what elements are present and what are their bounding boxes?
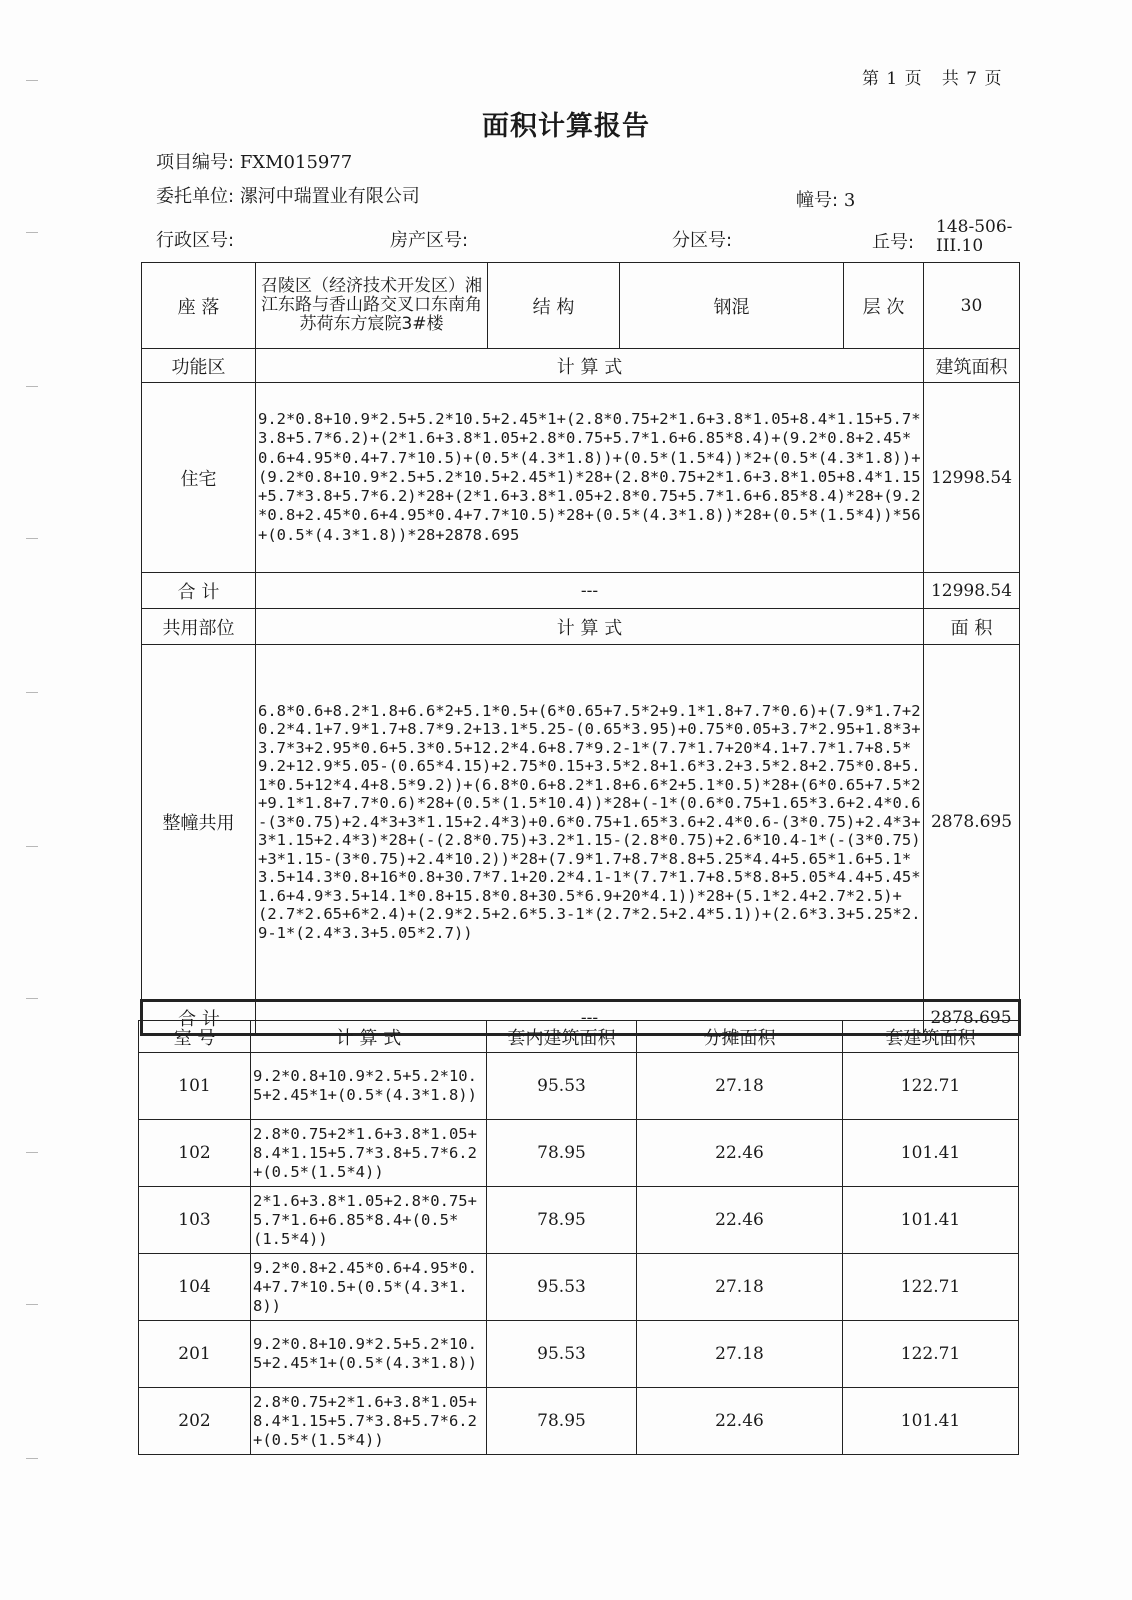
room-shared-area: 27.18 [637,1254,843,1321]
hill-number: 148-506-III.10 [936,217,1013,256]
room-total-area: 101.41 [843,1187,1019,1254]
room-total-area: 122.71 [843,1053,1019,1120]
room-inner-area: 78.95 [487,1388,637,1455]
area-table [140,262,1021,1036]
table-row [139,1321,1019,1388]
functional-zone-header: 功能区 [142,349,256,383]
page-title: 面积计算报告 [482,111,650,142]
rooms-table [138,1020,1019,1455]
structure-label: 结 构 [488,263,620,349]
project-number-label: 项目编号: [156,152,235,173]
room-shared-area-header: 分摊面积 [637,1021,843,1053]
room-inner-area: 78.95 [487,1120,637,1187]
functional-area: 12998.54 [924,383,1020,573]
room-number: 202 [139,1388,251,1455]
room-inner-area: 78.95 [487,1187,637,1254]
shared-total-area: 2878.695 [924,1001,1020,1035]
table-row [139,1053,1019,1120]
building-number: 3 [843,190,856,211]
building-label: 幢号: [796,190,839,211]
shared-area-header: 面 积 [924,609,1020,645]
shared-formula: 6.8*0.6+8.2*1.8+6.6*2+5.1*0.5+(6*0.65+7.5*2+9.1*1.8+7.7*0.6)+(7.9*1.7+20.2*4.1+7.9*1.7+8.7*9.2+13.1*5.25-(0.65*3.95)+0.75*0.05+3.7*2.95+1.8*3+3.7*3+2.95*0.6+5.3*0.5+12.2*4.6+8.7*9.2-1*(7.7*1.7+20*4.1+7.7*1.7+8.5*9.2+12.9*5.05-(0.65*4.15)+2.75*0.15+3.5*2.8+1.6*3.2+3.5*2.8+2.75*0.8+5.1*0.5+12*4.4+8.5*9.2))+(6.8*0.6+8.2*1.8+6.6*2+5.1*0.5)*28+(6*0.65+7.5*2+9.1*1.8+7.7*0.6)*28+(0.5*(1.5*10.4))*28+(-1*(0.6*0.75+1.65*3.6+2.4*0.6-(3*0.75)+2.4*3+3*1.15+2.4*3)+0.6*0.75+1.65*3.6+2.4*0.6-(3*0.75)+2.4*3+3*1.15+2.4*3)*28+(-(2.8*0.75)+3.2*1.15-(2.8*0.75)+2.6*10.4-1*(-(3*0.75)+3*1.15-(3*0.75)+2.4*10.2))*28+(7.9*1.7+8.7*8.8+5.25*4.4+5.65*1.6+5.1*3.5+14.3*0.8+16*0.8+30.7*7.1+20.2*4.1-1*(7.7*1.7+8.5*8.8+5.05*4.4+5.45*1.6+4.9*3.5+14.1*0.8+15.8*0.8+30.5*6.9+20*4.1))*28+(5.1*2.4+2.7*2.5)+(2.7*2.65+6*2.4)+(2.9*2.5+2.6*5.3-1*(2.7*2.5+2.4*5.1))+(2.6*3.3+5.25*2.9-1*(2.4*3.3+5.05*2.7)) [256,645,924,1001]
subdistrict-label: 分区号: [672,230,733,251]
room-shared-area: 27.18 [637,1321,843,1388]
room-formula: 2.8*0.75+2*1.6+3.8*1.05+8.4*1.15+5.7*3.8+5.7*6.2+(0.5*(1.5*4)) [251,1388,487,1455]
room-number: 103 [139,1187,251,1254]
room-total-area: 122.71 [843,1254,1019,1321]
project-number-row [156,148,352,174]
functional-total-area: 12998.54 [924,573,1020,609]
client-row [156,182,420,208]
admin-district-label: 行政区号: [156,230,235,251]
room-number: 201 [139,1321,251,1388]
scan-mark [26,692,38,693]
room-shared-area: 22.46 [637,1187,843,1254]
functional-total-label: 合 计 [142,573,256,609]
functional-formula-header: 计 算 式 [256,349,924,383]
rooms-header-row [139,1021,1019,1053]
room-formula: 9.2*0.8+2.45*0.6+4.95*0.4+7.7*10.5+(0.5*(4.3*1.8)) [251,1254,487,1321]
scan-mark [26,1304,38,1305]
room-total-area: 101.41 [843,1388,1019,1455]
room-shared-area: 22.46 [637,1120,843,1187]
room-formula: 2*1.6+3.8*1.05+2.8*0.75+5.7*1.6+6.85*8.4+(0.5*(1.5*4)) [251,1187,487,1254]
shared-formula-header: 计 算 式 [256,609,924,645]
room-formula: 9.2*0.8+10.9*2.5+5.2*10.5+2.45*1+(0.5*(4.3*1.8)) [251,1321,487,1388]
building-row [796,186,855,212]
room-shared-area: 27.18 [637,1053,843,1120]
location-value: 召陵区（经济技术开发区）湘江东路与香山路交叉口东南角苏荷东方宸院3#楼 [256,263,488,349]
functional-total-formula: --- [256,573,924,609]
floors-label: 层 次 [844,263,924,349]
page-number: 第 1 页 共 7 页 [862,69,1003,89]
functional-formula: 9.2*0.8+10.9*2.5+5.2*10.5+2.45*1+(2.8*0.75+2*1.6+3.8*1.05+8.4*1.15+5.7*3.8+5.7*6.2)+(2*1.6+3.8*1.05+2.8*0.75+5.7*1.6+6.85*8.4)+(9.2*0.8+2.45*0.6+4.95*0.4+7.7*10.5)+(0.5*(4.3*1.8))+(0.5*(1.5*4))*2+(0.5*(4.3*1.8))+(9.2*0.8+10.9*2.5+5.2*10.5+2.45*1)*28+(2.8*0.75+2*1.6+3.8*1.05+8.4*1.15+5.7*3.8+5.7*6.2)*28+(2*1.6+3.8*1.05+2.8*0.75+5.7*1.6+6.85*8.4)*28+(9.2*0.8+2.45*0.6+4.95*0.4+7.7*10.5)*28+(0.5*(4.3*1.8))*28+(0.5*(1.5*4))*56+(0.5*(4.3*1.8))*28+2878.695 [256,383,924,573]
table-row [139,1187,1019,1254]
project-number: FXM015977 [239,152,353,173]
client-label: 委托单位: [156,186,235,207]
scan-mark [26,386,38,387]
room-formula: 9.2*0.8+10.9*2.5+5.2*10.5+2.45*1+(0.5*(4.3*1.8)) [251,1053,487,1120]
functional-zone-name: 住宅 [142,383,256,573]
structure-value: 钢混 [620,263,844,349]
shared-total-formula: --- [256,1001,924,1035]
scan-mark [26,998,38,999]
table-row [139,1254,1019,1321]
room-total-area: 101.41 [843,1120,1019,1187]
room-inner-area: 95.53 [487,1254,637,1321]
scan-mark [26,1458,38,1459]
scan-mark [26,846,38,847]
shared-part-name: 整幢共用 [142,645,256,1001]
property-district-label: 房产区号: [390,230,469,251]
shared-row [142,645,1020,1001]
shared-total-label: 合 计 [142,1001,256,1035]
room-formula: 2.8*0.75+2*1.6+3.8*1.05+8.4*1.15+5.7*3.8+5.7*6.2+(0.5*(1.5*4)) [251,1120,487,1187]
scan-mark [26,1152,38,1153]
functional-row [142,383,1020,573]
room-number-header: 室 号 [139,1021,251,1053]
room-inner-area-header: 套内建筑面积 [487,1021,637,1053]
functional-header-row [142,349,1020,383]
room-formula-header: 计 算 式 [251,1021,487,1053]
location-row [142,263,1020,349]
scan-mark [26,538,38,539]
room-shared-area: 22.46 [637,1388,843,1455]
functional-area-header: 建筑面积 [924,349,1020,383]
room-number: 101 [139,1053,251,1120]
room-inner-area: 95.53 [487,1053,637,1120]
shared-header-row [142,609,1020,645]
room-total-area-header: 套建筑面积 [843,1021,1019,1053]
room-inner-area: 95.53 [487,1321,637,1388]
location-label: 座 落 [142,263,256,349]
shared-part-header: 共用部位 [142,609,256,645]
scan-mark [26,80,38,81]
table-row [139,1388,1019,1455]
shared-area: 2878.695 [924,645,1020,1001]
floors-value: 30 [924,263,1020,349]
hill-number-label: 丘号: [872,232,915,253]
client-name: 漯河中瑞置业有限公司 [239,186,420,207]
room-number: 104 [139,1254,251,1321]
scan-mark [26,232,38,233]
functional-total-row [142,573,1020,609]
room-number: 102 [139,1120,251,1187]
room-total-area: 122.71 [843,1321,1019,1388]
table-row [139,1120,1019,1187]
